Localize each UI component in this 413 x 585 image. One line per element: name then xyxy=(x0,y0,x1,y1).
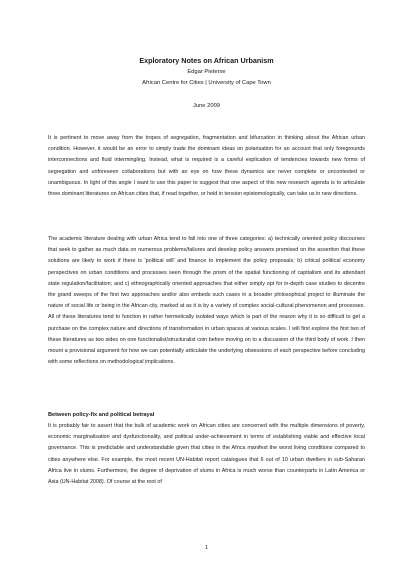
section-heading: Between policy-fix and political betrayal xyxy=(48,412,155,418)
body-paragraph-1: It is pertinent to move away from the tropes of segregation, fragmentation and bifurcation in thinking about the African urban condition. However, it would be an error to simply trade the dominant ideas on polarisation for an account that only foregrounds interconnections and fluid intermingling. Instead, what is required is a careful explication of tendencies towards new forms of segregation and unforeseen collaborations but with an eye on how these dynamics are never complete or uncontested or unambiguous. In light of this angle I want to use this paper to suggest that one aspect of this new research agenda is to articulate three dominant literatures on African cities that, if read together, or held in tension epistemologically, can take us in new directions. xyxy=(48,135,365,198)
body-paragraph-2: The academic literature dealing with urban Africa tend to fall into one of three categories: a) technically oriented policy discourses that seek to gather as much data on numerous problems/failures and develop policy answers premised on the assertion that these solutions are likely to work if there is 'political will' and finance to implement the policy proposals; b) critical political economy perspectives on urban conditions and processes seen through the prism of the spatial functioning of capitalism and its attendant state regulation/facilitation; and c) ethnographically oriented approaches that either simply opt for in-depth case studies to decentre the grand sweeps of the first two approaches and/or also embeds such cases in a broader philosophical project to illuminate the nature of social life or being in the African city, marked at as it is by a variety of complex social-cultural phenomenon and processes. All of these literatures tend to function in rather hermetically isolated ways which is part of the reason why it is so difficult to get a purchase on the complex nature and directions of transformation in urban spaces at various scales. I will first explore the first two of these literatures as two sides on one functionalist/structuralist coin before moving on to a discussion of the third body of work. I then mount a provisional argument for how we can potentially articulate the underlying obsessions of each perspective before concluding with some reflections on methodological implications. xyxy=(48,236,365,366)
author-name: Edgar Pieterse xyxy=(187,69,226,75)
author-affiliation: African Centre for Cities | University of Cape Town xyxy=(142,80,271,86)
section-paragraph: It is probably fair to assert that the bulk of academic work on African cities are concerned with the multiple dimensions of poverty, economic marginalisation and dysfunctionality, and political under-achievement in terms of establishing viable and effective local governance. This is predictable and understandable given that cities in the Africa manifest the worst living conditions compared to cities anywhere else. For example, the most recent UN-Habitat report catalogues that 6 out of 10 urban dwellers in sub-Saharan Africa live in slums. Furthermore, the degree of deprivation of slums in Africa is much worse than counterparts in Latin America or Asia (UN-Habitat 2008). Of course at the root of xyxy=(48,423,365,486)
publication-date: June 2009 xyxy=(192,103,221,109)
paper-title: Exploratory Notes on African Urbanism xyxy=(139,56,274,65)
page-number: 1 xyxy=(204,545,209,551)
